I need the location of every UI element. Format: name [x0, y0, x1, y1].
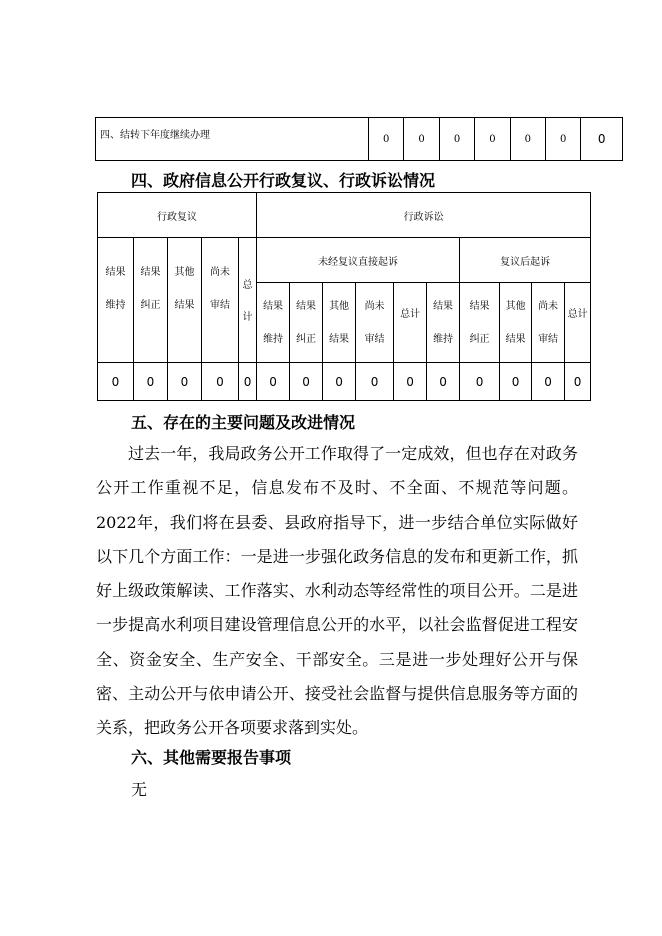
table-row [96, 118, 623, 161]
table-cell: 0 [546, 118, 581, 161]
direct-suit-header: 未经复议直接起诉 [257, 238, 460, 283]
table-cell: 0 [427, 363, 460, 401]
table-cell: 0 [510, 118, 545, 161]
direct-col-other: 其他 结果 [323, 283, 356, 363]
review-col-total: 总 计 [239, 238, 257, 363]
after-col-corrected: 结果 纠正 [460, 283, 500, 363]
direct-col-upheld: 结果 维持 [257, 283, 290, 363]
review-col-pending: 尚未 审结 [202, 238, 239, 363]
review-col-corrected: 结果 纠正 [134, 238, 168, 363]
table-cell: 0 [500, 363, 532, 401]
direct-col-pending: 尚未 审结 [356, 283, 394, 363]
admin-review-header: 行政复议 [98, 193, 257, 238]
table-cell: 0 [369, 118, 404, 161]
table-cell: 0 [356, 363, 394, 401]
after-col-total: 总计 [565, 283, 591, 363]
table-cell: 0 [532, 363, 565, 401]
table-cell: 0 [290, 363, 323, 401]
after-col-pending: 尚未 审结 [532, 283, 565, 363]
review-col-other: 其他 结果 [168, 238, 202, 363]
section5-paragraph: 过去一年，我局政务公开工作取得了一定成效，但也存在对政务公开工作重视不足，信息发布不及时、不全面、不规范等问题。2022年，我们将在县委、县政府指导下，进一步结合单位实际做好以下几个方面工作：一是进一步强化政务信息的发布和更新工作，抓好上级政策解读、工作落实、水利动态等经常性的项目公开。二是进一步提高水利项目建设管理信息公开的水平，以社会监督促进工程安全、资金安全、生产安全、干部安全。三是进一步处理好公开与保密、主动公开与依申请公开、接受社会监督与提供信息服务等方面的关系，把政务公开各项要求落到实处。 [96, 444, 578, 738]
review-litigation-table [97, 192, 591, 401]
table-cell: 0 [323, 363, 356, 401]
section4-title: 四、政府信息公开行政复议、行政诉讼情况 [131, 171, 436, 190]
table-cell: 0 [394, 363, 427, 401]
after-col-other: 其他 结果 [500, 283, 532, 363]
section6-title: 六、其他需要报告事项 [131, 748, 292, 767]
direct-col-total: 总计 [394, 283, 427, 363]
review-col-upheld: 结果 维持 [98, 238, 134, 363]
table-cell: 0 [239, 363, 257, 401]
table-cell: 0 [168, 363, 202, 401]
table-row [98, 363, 591, 401]
admin-litigation-header: 行政诉讼 [257, 193, 591, 238]
section5-title: 五、存在的主要问题及改进情况 [131, 413, 356, 432]
table-cell: 0 [404, 118, 439, 161]
section6-content: 无 [131, 780, 148, 799]
table-cell: 0 [98, 363, 134, 401]
table-row [98, 238, 591, 283]
after-review-header: 复议后起诉 [460, 238, 591, 283]
table-cell: 0 [581, 118, 623, 161]
after-col-upheld: 结果 维持 [427, 283, 460, 363]
table-cell: 0 [257, 363, 290, 401]
table-cell: 0 [134, 363, 168, 401]
table-cell: 0 [460, 363, 500, 401]
table-cell: 0 [202, 363, 239, 401]
carry-over-table [95, 117, 623, 161]
table-row [98, 193, 591, 238]
direct-col-corrected: 结果 纠正 [290, 283, 323, 363]
table-cell: 0 [439, 118, 474, 161]
table-cell: 0 [475, 118, 510, 161]
carry-over-label: 四、结转下年度继续办理 [96, 118, 369, 161]
table-cell: 0 [565, 363, 591, 401]
